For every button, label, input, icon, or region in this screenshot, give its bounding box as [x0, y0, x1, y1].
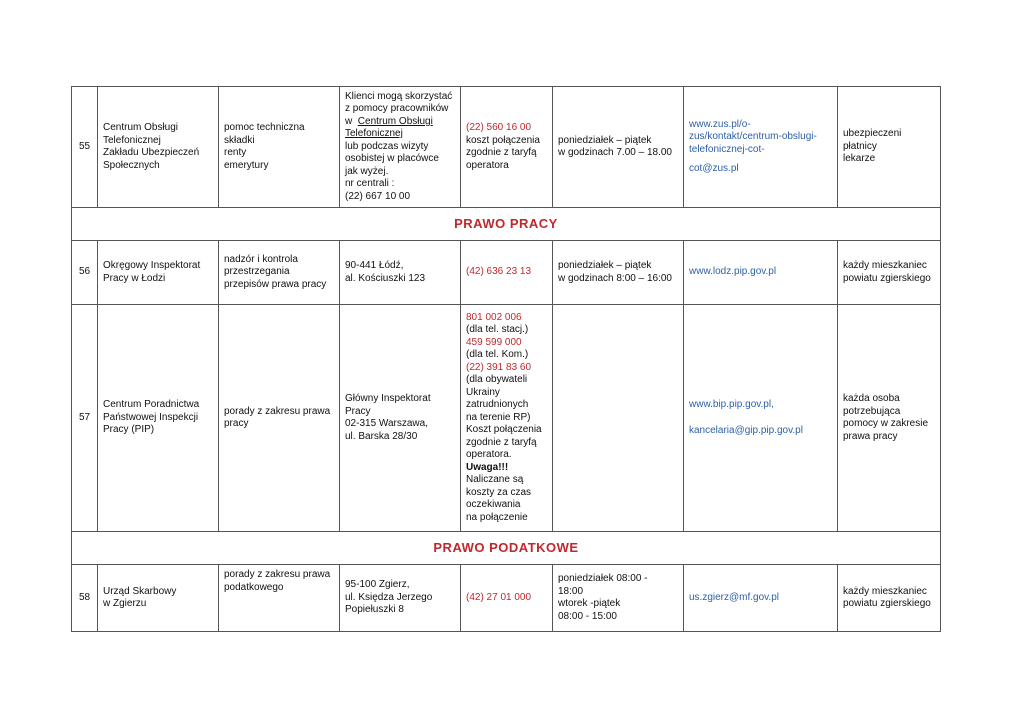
institution-name: Urząd Skarbowy w Zgierzu — [98, 565, 219, 632]
phone-number: (22) 560 16 00 — [466, 122, 532, 133]
row-number: 56 — [72, 241, 98, 305]
email-link[interactable]: cot@zus.pl — [689, 163, 739, 174]
opening-hours: poniedziałek – piątek w godzinach 7.00 – 18.00 — [553, 87, 684, 208]
contact-web — [684, 305, 838, 532]
row-number: 55 — [72, 87, 98, 208]
website-link[interactable]: www.zus.pl/o- — [689, 118, 751, 130]
phone — [461, 241, 553, 305]
institution-name: Okręgowy Inspektorat Pracy w Łodzi — [98, 241, 219, 305]
email-link[interactable]: us.zgierz@mf.gov.pl — [689, 591, 779, 603]
contact-web — [684, 565, 838, 632]
table-row — [72, 87, 941, 208]
institutions-table — [71, 86, 941, 632]
phone-number: 459 599 000 — [466, 336, 522, 348]
section-title-tax: PRAWO PODATKOWE — [72, 532, 941, 565]
address: Główny Inspektorat Pracy 02-315 Warszawa, ul. Barska 28/30 — [340, 305, 461, 532]
contact-web: www.zus.pl/o- zus/kontakt/centrum-obslugi- telefonicznej-cot- cot@zus.pl — [684, 87, 838, 208]
table-row — [72, 241, 941, 305]
section-row — [72, 208, 941, 241]
opening-hours: poniedziałek – piątek w godzinach 8:00 – 16:00 — [553, 241, 684, 305]
email-link[interactable]: kancelaria@gip.pip.gov.pl — [689, 425, 803, 436]
target-group: każda osoba potrzebująca pomocy w zakresie prawa pracy — [838, 305, 941, 532]
phone-number: (22) 391 83 60 — [466, 361, 532, 373]
institution-name: Centrum Poradnictwa Państwowej Inspekcji Pracy (PIP) — [98, 305, 219, 532]
phone: 801 002 006 (dla tel. stacj.) 459 599 000 (dla tel. Kom.) (22) 391 83 60 (dla obywateli Ukrainy zatrudnionych na terenie RP) Koszt połączenia zgodnie z taryfą operatora. Uwaga!!! Naliczane są koszty za czas oczekiwania na połączenie — [461, 305, 553, 532]
opening-hours: poniedziałek 08:00 - 18:00 wtorek -piątek 08:00 - 15:00 — [553, 565, 684, 632]
service-scope: nadzór i kontrola przestrzegania przepisów prawa pracy — [219, 241, 340, 305]
service-scope: porady z zakresu prawa podatkowego — [219, 565, 340, 632]
phone-number: 801 002 006 — [466, 311, 522, 323]
institution-name: Centrum Obsługi Telefonicznej Zakładu Ubezpieczeń Społecznych — [98, 87, 219, 208]
table-row — [72, 565, 941, 632]
target-group: ubezpieczeni płatnicy lekarze — [838, 87, 941, 208]
target-group: każdy mieszkaniec powiatu zgierskiego — [838, 241, 941, 305]
website-link[interactable]: www.bip.pip.gov.pl, — [689, 398, 774, 410]
address: Klienci mogą skorzystać z pomocy pracowników w Centrum Obsługi Telefonicznej lub podczas wizyty osobistej w placówce jak wyżej. nr centrali : (22) 667 10 00 — [340, 87, 461, 208]
section-title-labor: PRAWO PRACY — [72, 208, 941, 241]
warning-label: Uwaga!!! — [466, 461, 509, 473]
phone: (22) 560 16 00 koszt połączenia zgodnie z taryfą operatora — [461, 87, 553, 208]
opening-hours — [553, 305, 684, 532]
phone-number: (42) 636 23 13 — [466, 266, 532, 278]
row-number: 58 — [72, 565, 98, 632]
table-row — [72, 305, 941, 532]
website-link[interactable]: www.lodz.pip.gov.pl — [689, 266, 777, 278]
cot-link-text: Centrum Obsługi — [357, 115, 433, 127]
target-group: każdy mieszkaniec powiatu zgierskiego — [838, 565, 941, 632]
phone — [461, 565, 553, 632]
service-scope: pomoc techniczna składki renty emerytury — [219, 87, 340, 208]
address: 95-100 Zgierz, ul. Księdza Jerzego Popiełuszki 8 — [340, 565, 461, 632]
address: 90-441 Łódź, al. Kościuszki 123 — [340, 241, 461, 305]
row-number: 57 — [72, 305, 98, 532]
contact-web — [684, 241, 838, 305]
service-scope: porady z zakresu prawa pracy — [219, 305, 340, 532]
section-row — [72, 532, 941, 565]
phone-number: (42) 27 01 000 — [466, 591, 532, 603]
